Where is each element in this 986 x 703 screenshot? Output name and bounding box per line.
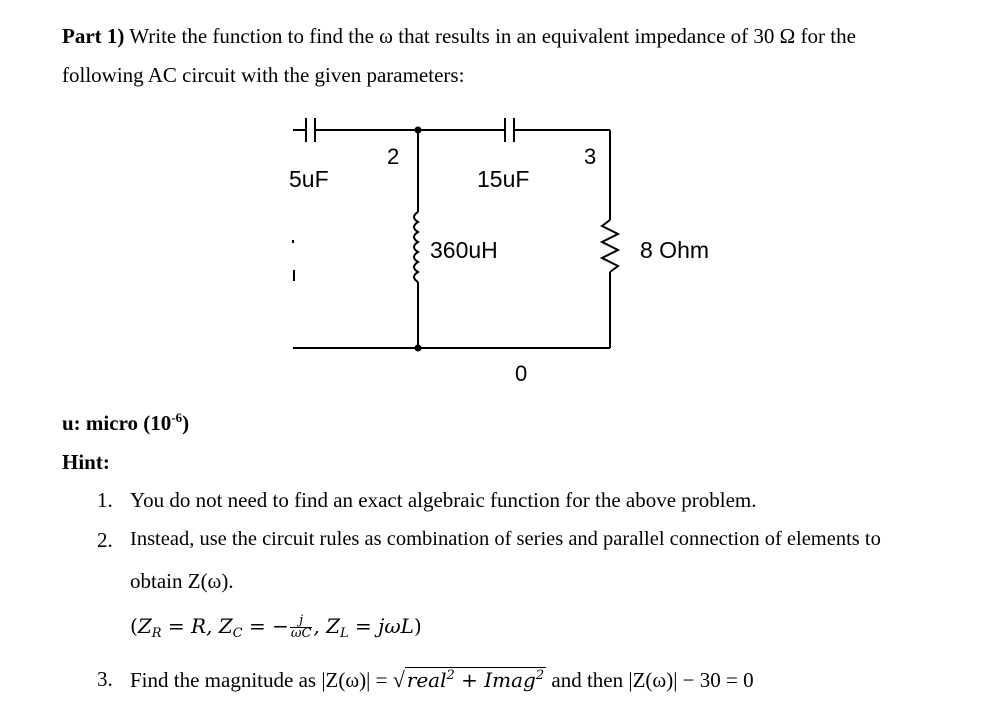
units-note bbox=[62, 410, 189, 436]
units-label: u: micro (10 bbox=[62, 411, 172, 435]
zr-symbol: Z bbox=[137, 614, 152, 638]
hint-item-1-num: 1. bbox=[97, 488, 113, 512]
zc-symbol: Z bbox=[218, 614, 233, 638]
magnitude-lhs: |Z(ω)| = bbox=[321, 668, 393, 692]
junction-node-0 bbox=[415, 345, 422, 352]
formula-close-paren: ) bbox=[413, 614, 422, 638]
c2-label: 15uF bbox=[477, 166, 530, 192]
ground-node-label: 0 bbox=[515, 361, 528, 386]
zl-subscript: L bbox=[340, 626, 349, 641]
zc-fraction-denominator: ωC bbox=[290, 626, 312, 641]
node-2-label: 2 bbox=[387, 144, 400, 169]
node-3-label: 3 bbox=[584, 144, 597, 169]
zr-equation: = R, bbox=[161, 614, 219, 638]
units-close: ) bbox=[182, 411, 190, 435]
junction-node-2 bbox=[415, 127, 422, 134]
part-label: Part 1) bbox=[62, 24, 125, 48]
hint-item-3 bbox=[130, 667, 754, 693]
sqrt-radicand bbox=[405, 667, 546, 692]
magnitude-then: and then bbox=[546, 668, 629, 692]
formula-comma: , bbox=[313, 614, 327, 638]
magnitude-final: |Z(ω)| − 30 = 0 bbox=[628, 668, 754, 692]
hint-item-2-text: Instead, use the circuit rules as combination of series and parallel connection of elements to bbox=[130, 528, 881, 550]
zl-equation: = jωL bbox=[348, 614, 414, 638]
zc-fraction-numerator: j bbox=[290, 615, 313, 628]
radicand-real: real bbox=[406, 668, 447, 692]
resistor-label: 8 Ohm bbox=[640, 237, 710, 263]
sqrt-symbol: √ bbox=[392, 667, 405, 692]
units-exponent: -6 bbox=[171, 410, 183, 425]
hint-title: Hint: bbox=[62, 450, 110, 474]
impedance-formula bbox=[130, 614, 422, 641]
problem-line-2: following AC circuit with the given parameters: bbox=[62, 63, 465, 87]
zc-equation: = − bbox=[242, 614, 289, 638]
formula-open-paren: ( bbox=[130, 614, 138, 638]
hint-item-1-text: You do not need to find an exact algebraic function for the above problem. bbox=[130, 488, 757, 512]
radicand-imag: + Imag bbox=[454, 668, 536, 692]
c1-label: 5uF bbox=[289, 166, 329, 192]
zl-symbol: Z bbox=[326, 614, 341, 638]
hint-item-3-num: 3. bbox=[97, 667, 113, 691]
resistor-zigzag bbox=[602, 220, 618, 272]
problem-text-1: Write the function to find the ω that results in an equivalent impedance of 30 Ω for the bbox=[129, 24, 856, 48]
inductor-label: 360uH bbox=[430, 237, 498, 263]
radicand-imag-power: 2 bbox=[535, 668, 545, 683]
zc-fraction bbox=[290, 615, 313, 640]
hint-item-3-text: Find the magnitude as bbox=[130, 668, 317, 692]
inductor-coil bbox=[414, 212, 418, 282]
hint-item-2-num: 2. bbox=[97, 528, 113, 552]
radicand-real-power: 2 bbox=[446, 668, 455, 683]
zr-subscript: R bbox=[151, 626, 162, 641]
hint-item-2-continued: obtain Z(ω). bbox=[130, 569, 234, 593]
zc-subscript: C bbox=[232, 626, 243, 641]
